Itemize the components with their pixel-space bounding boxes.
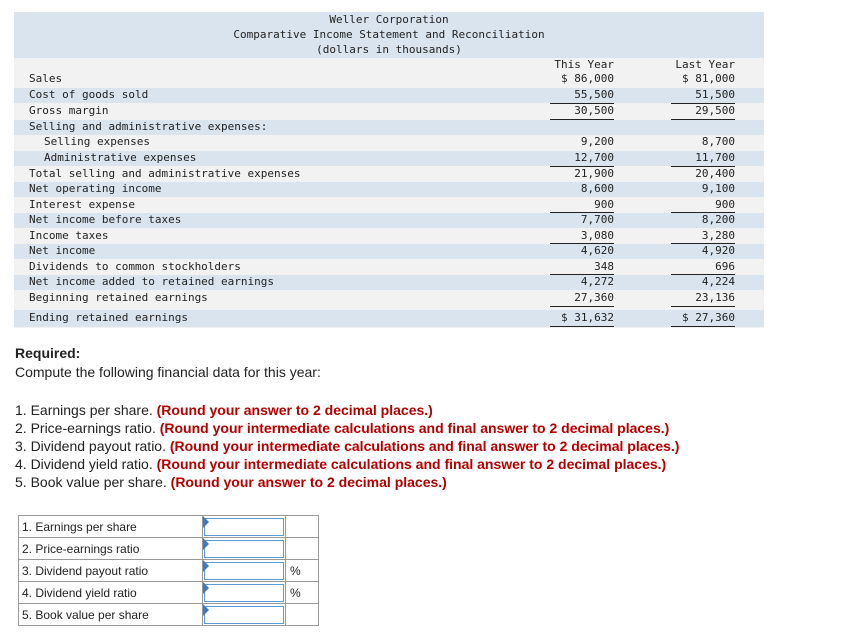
question-text: 4. Dividend yield ratio. <box>15 456 153 472</box>
question-item <box>15 419 679 437</box>
answer-label: 5. Book value per share <box>19 604 203 626</box>
question-text: 1. Earnings per share. <box>15 402 153 418</box>
row-label: Dividends to common stockholders <box>29 260 241 273</box>
income-statement <box>14 12 764 328</box>
answer-row-pe <box>19 538 319 560</box>
row-gross-margin <box>14 104 764 119</box>
row-admin-expenses <box>14 151 764 166</box>
value-this-year: 12,700 <box>574 151 614 164</box>
row-label: Beginning retained earnings <box>29 291 208 304</box>
value-last-year: $ 27,360 <box>682 311 735 324</box>
value-last-year: 696 <box>715 260 735 273</box>
value-last-year: 3,280 <box>701 229 735 242</box>
row-ending-retained <box>14 310 764 327</box>
underline <box>671 119 735 120</box>
answer-row-payout <box>19 560 319 582</box>
question-list <box>15 401 679 491</box>
statement-units: (dollars in thousands) <box>316 43 462 56</box>
underline <box>550 103 614 104</box>
rounding-note: (Round your intermediate calculations and final answer to 2 decimal places.) <box>159 420 670 436</box>
rounding-note: (Round your intermediate calculations and final answer to 2 decimal places.) <box>156 456 667 472</box>
answer-unit: % <box>286 582 319 604</box>
question-text: 3. Dividend payout ratio. <box>15 438 166 454</box>
value-last-year: 4,224 <box>701 275 735 288</box>
answer-row-yield <box>19 582 319 604</box>
row-sga-header <box>14 120 764 135</box>
value-this-year: $ 86,000 <box>561 72 614 85</box>
eps-input[interactable] <box>204 518 284 536</box>
underline <box>671 166 735 167</box>
answer-unit: % <box>286 560 319 582</box>
row-interest-expense <box>14 198 764 213</box>
value-this-year: 900 <box>594 198 614 211</box>
pe-ratio-input[interactable] <box>204 540 284 558</box>
row-label: Ending retained earnings <box>29 311 188 324</box>
underline <box>671 274 735 275</box>
required-heading: Required: <box>15 345 81 361</box>
underline <box>550 212 614 213</box>
input-marker-icon <box>203 516 209 528</box>
value-this-year: 3,080 <box>580 229 614 242</box>
row-label: Net operating income <box>29 182 162 195</box>
answer-unit <box>286 516 319 538</box>
book-value-input[interactable] <box>204 606 284 624</box>
underline <box>671 103 735 104</box>
row-net-operating-income <box>14 182 764 197</box>
answer-label: 1. Earnings per share <box>19 516 203 538</box>
value-this-year: 7,700 <box>580 213 614 226</box>
underline <box>550 119 614 120</box>
row-label: Net income before taxes <box>29 213 182 226</box>
value-this-year: 4,620 <box>580 244 614 257</box>
value-last-year: $ 81,000 <box>682 72 735 85</box>
answer-unit <box>286 538 319 560</box>
row-label: Income taxes <box>29 229 109 242</box>
underline <box>550 166 614 167</box>
underline <box>671 212 735 213</box>
statement-title: Comparative Income Statement and Reconciliation <box>233 28 545 41</box>
input-marker-icon <box>203 582 209 594</box>
value-last-year: 11,700 <box>695 151 735 164</box>
row-label: Interest expense <box>29 198 135 211</box>
answer-unit <box>286 604 319 626</box>
row-cogs <box>14 88 764 103</box>
value-last-year: 51,500 <box>695 88 735 101</box>
row-dividends <box>14 260 764 275</box>
row-net-income-added <box>14 275 764 290</box>
value-last-year: 4,920 <box>701 244 735 257</box>
row-total-sga <box>14 167 764 182</box>
underline <box>550 306 614 307</box>
answer-table <box>18 515 319 626</box>
underline <box>550 274 614 275</box>
value-last-year: 23,136 <box>695 291 735 304</box>
value-last-year: 8,200 <box>701 213 735 226</box>
row-label: Net income added to retained earnings <box>29 275 275 288</box>
value-this-year: 8,600 <box>580 182 614 195</box>
answer-label: 4. Dividend yield ratio <box>19 582 203 604</box>
question-item <box>15 437 679 455</box>
row-sales <box>14 72 764 87</box>
row-net-income <box>14 244 764 259</box>
double-underline <box>671 326 735 327</box>
row-label: Selling expenses <box>44 135 150 148</box>
row-selling-expenses <box>14 135 764 150</box>
row-label: Net income <box>29 244 96 257</box>
answer-row-eps <box>19 516 319 538</box>
row-label: Total selling and administrative expenses <box>29 167 301 180</box>
value-last-year: 20,400 <box>695 167 735 180</box>
value-this-year: 4,272 <box>580 275 614 288</box>
rounding-note: (Round your answer to 2 decimal places.) <box>170 474 447 490</box>
value-last-year: 29,500 <box>695 104 735 117</box>
underline <box>671 306 735 307</box>
row-label: Cost of goods sold <box>29 88 149 101</box>
payout-ratio-input[interactable] <box>204 562 284 580</box>
row-label: Sales <box>29 72 63 85</box>
rounding-note: (Round your answer to 2 decimal places.) <box>156 402 433 418</box>
question-text: 2. Price-earnings ratio. <box>15 420 156 436</box>
value-this-year: 21,900 <box>574 167 614 180</box>
input-marker-icon <box>203 604 209 616</box>
col-header-last-year: Last Year <box>675 58 735 71</box>
row-net-income-before-taxes <box>14 213 764 228</box>
question-item <box>15 473 679 491</box>
value-this-year: $ 31,632 <box>561 311 614 324</box>
row-label: Administrative expenses <box>44 151 197 164</box>
row-label: Selling and administrative expenses: <box>29 120 268 133</box>
double-underline <box>550 326 614 327</box>
question-item <box>15 455 679 473</box>
row-beginning-retained <box>14 291 764 306</box>
answer-row-book-value <box>19 604 319 626</box>
value-this-year: 30,500 <box>574 104 614 117</box>
answer-label: 3. Dividend payout ratio <box>19 560 203 582</box>
col-header-this-year: This Year <box>554 58 614 71</box>
value-last-year: 8,700 <box>701 135 735 148</box>
value-last-year: 900 <box>715 198 735 211</box>
row-income-taxes <box>14 229 764 244</box>
rounding-note: (Round your intermediate calculations and final answer to 2 decimal places.) <box>169 438 680 454</box>
value-last-year: 9,100 <box>701 182 735 195</box>
question-item <box>15 401 679 419</box>
answer-label: 2. Price-earnings ratio <box>19 538 203 560</box>
input-marker-icon <box>203 538 209 550</box>
yield-ratio-input[interactable] <box>204 584 284 602</box>
question-text: 5. Book value per share. <box>15 474 167 490</box>
required-subheading: Compute the following financial data for this year: <box>15 364 321 380</box>
value-this-year: 348 <box>594 260 614 273</box>
value-this-year: 9,200 <box>580 135 614 148</box>
value-this-year: 27,360 <box>574 291 614 304</box>
company-name: Weller Corporation <box>329 13 449 26</box>
row-label: Gross margin <box>29 104 109 117</box>
underline <box>550 243 614 244</box>
input-marker-icon <box>203 560 209 572</box>
value-this-year: 55,500 <box>574 88 614 101</box>
underline <box>671 243 735 244</box>
